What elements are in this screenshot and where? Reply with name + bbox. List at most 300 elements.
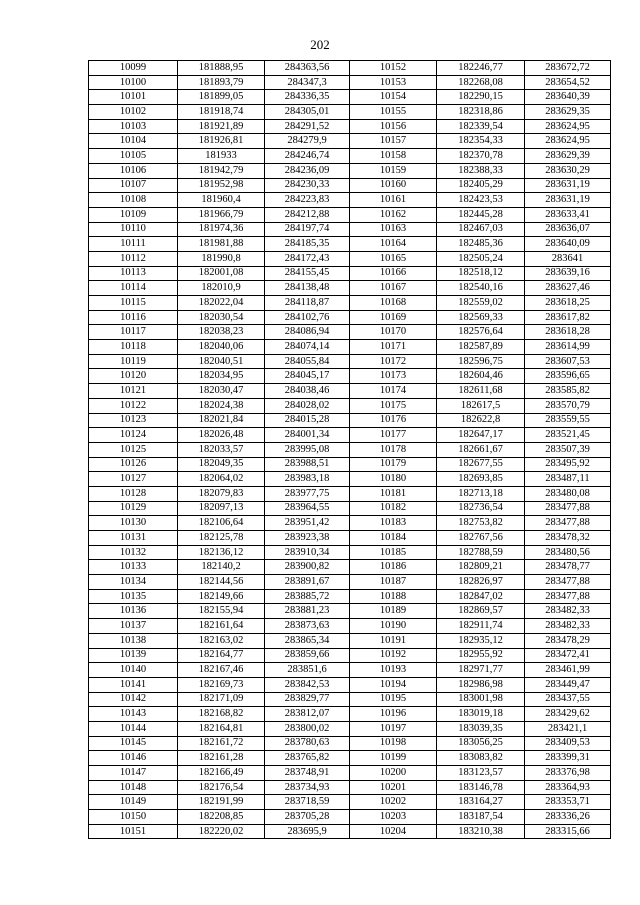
x-coordinate-cell: 182161,28 (178, 751, 265, 766)
y-coordinate-cell: 283654,52 (525, 75, 611, 90)
point-number-cell: 10139 (89, 648, 178, 663)
y-coordinate-cell: 283800,02 (265, 721, 350, 736)
table-row (89, 486, 611, 501)
x-coordinate-cell: 182604,46 (437, 369, 525, 384)
y-coordinate-cell: 283859,66 (265, 648, 350, 663)
y-coordinate-cell: 283618,28 (525, 325, 611, 340)
point-number-cell: 10131 (89, 531, 178, 546)
x-coordinate-cell: 182622,8 (437, 413, 525, 428)
point-number-cell: 10110 (89, 222, 178, 237)
y-coordinate-cell: 283421,1 (525, 721, 611, 736)
y-coordinate-cell: 283607,53 (525, 354, 611, 369)
x-coordinate-cell: 182161,72 (178, 736, 265, 751)
point-number-cell: 10174 (350, 384, 437, 399)
point-number-cell: 10178 (350, 442, 437, 457)
x-coordinate-cell: 181899,05 (178, 90, 265, 105)
x-coordinate-cell: 182030,47 (178, 384, 265, 399)
point-number-cell: 10164 (350, 237, 437, 252)
y-coordinate-cell: 284086,94 (265, 325, 350, 340)
point-number-cell: 10199 (350, 751, 437, 766)
table-row (89, 178, 611, 193)
x-coordinate-cell: 181966,79 (178, 207, 265, 222)
table-row (89, 119, 611, 134)
y-coordinate-cell: 283765,82 (265, 751, 350, 766)
point-number-cell: 10153 (350, 75, 437, 90)
point-number-cell: 10125 (89, 442, 178, 457)
x-coordinate-cell: 182971,77 (437, 663, 525, 678)
table-row (89, 663, 611, 678)
table-row (89, 413, 611, 428)
x-coordinate-cell: 183187,54 (437, 810, 525, 825)
x-coordinate-cell: 183039,35 (437, 721, 525, 736)
point-number-cell: 10133 (89, 560, 178, 575)
y-coordinate-cell: 284138,48 (265, 281, 350, 296)
x-coordinate-cell: 182166,49 (178, 766, 265, 781)
y-coordinate-cell: 284118,87 (265, 296, 350, 311)
point-number-cell: 10170 (350, 325, 437, 340)
point-number-cell: 10184 (350, 531, 437, 546)
table-row (89, 428, 611, 443)
point-number-cell: 10142 (89, 692, 178, 707)
y-coordinate-cell: 283507,39 (525, 442, 611, 457)
y-coordinate-cell: 283629,39 (525, 149, 611, 164)
point-number-cell: 10195 (350, 692, 437, 707)
x-coordinate-cell: 183019,18 (437, 707, 525, 722)
y-coordinate-cell: 283482,33 (525, 604, 611, 619)
y-coordinate-cell: 284246,74 (265, 149, 350, 164)
y-coordinate-cell: 283639,16 (525, 266, 611, 281)
x-coordinate-cell: 182097,13 (178, 501, 265, 516)
table-row (89, 251, 611, 266)
point-number-cell: 10158 (350, 149, 437, 164)
y-coordinate-cell: 283780,63 (265, 736, 350, 751)
y-coordinate-cell: 284038,46 (265, 384, 350, 399)
point-number-cell: 10155 (350, 105, 437, 120)
x-coordinate-cell: 183001,98 (437, 692, 525, 707)
y-coordinate-cell: 284074,14 (265, 340, 350, 355)
point-number-cell: 10111 (89, 237, 178, 252)
table-row (89, 575, 611, 590)
y-coordinate-cell: 283353,71 (525, 795, 611, 810)
y-coordinate-cell: 284223,83 (265, 193, 350, 208)
point-number-cell: 10113 (89, 266, 178, 281)
y-coordinate-cell: 283376,98 (525, 766, 611, 781)
y-coordinate-cell: 283900,82 (265, 560, 350, 575)
y-coordinate-cell: 283480,08 (525, 486, 611, 501)
x-coordinate-cell: 182268,08 (437, 75, 525, 90)
y-coordinate-cell: 283364,93 (525, 780, 611, 795)
x-coordinate-cell: 182001,08 (178, 266, 265, 281)
point-number-cell: 10181 (350, 486, 437, 501)
x-coordinate-cell: 182388,33 (437, 163, 525, 178)
point-number-cell: 10146 (89, 751, 178, 766)
point-number-cell: 10104 (89, 134, 178, 149)
point-number-cell: 10102 (89, 105, 178, 120)
table-row (89, 780, 611, 795)
point-number-cell: 10182 (350, 501, 437, 516)
table-row (89, 501, 611, 516)
x-coordinate-cell: 182540,16 (437, 281, 525, 296)
point-number-cell: 10120 (89, 369, 178, 384)
x-coordinate-cell: 182163,02 (178, 633, 265, 648)
point-number-cell: 10165 (350, 251, 437, 266)
y-coordinate-cell: 283521,45 (525, 428, 611, 443)
x-coordinate-cell: 182370,78 (437, 149, 525, 164)
y-coordinate-cell: 283449,47 (525, 677, 611, 692)
y-coordinate-cell: 283437,55 (525, 692, 611, 707)
x-coordinate-cell: 182164,81 (178, 721, 265, 736)
table-row (89, 207, 611, 222)
point-number-cell: 10175 (350, 398, 437, 413)
table-row (89, 398, 611, 413)
point-number-cell: 10138 (89, 633, 178, 648)
x-coordinate-cell: 182405,29 (437, 178, 525, 193)
x-coordinate-cell: 182220,02 (178, 824, 265, 839)
y-coordinate-cell: 283842,53 (265, 677, 350, 692)
coordinates-table (88, 60, 611, 839)
x-coordinate-cell: 181960,4 (178, 193, 265, 208)
x-coordinate-cell: 182022,04 (178, 296, 265, 311)
x-coordinate-cell: 182164,77 (178, 648, 265, 663)
point-number-cell: 10127 (89, 472, 178, 487)
table-row (89, 824, 611, 839)
y-coordinate-cell: 283630,29 (525, 163, 611, 178)
point-number-cell: 10121 (89, 384, 178, 399)
x-coordinate-cell: 182955,92 (437, 648, 525, 663)
y-coordinate-cell: 283585,82 (525, 384, 611, 399)
y-coordinate-cell: 283865,34 (265, 633, 350, 648)
x-coordinate-cell: 182518,12 (437, 266, 525, 281)
table-row (89, 619, 611, 634)
x-coordinate-cell: 182064,02 (178, 472, 265, 487)
point-number-cell: 10151 (89, 824, 178, 839)
x-coordinate-cell: 183146,78 (437, 780, 525, 795)
x-coordinate-cell: 182024,38 (178, 398, 265, 413)
point-number-cell: 10132 (89, 545, 178, 560)
point-number-cell: 10162 (350, 207, 437, 222)
x-coordinate-cell: 182040,51 (178, 354, 265, 369)
y-coordinate-cell: 283734,93 (265, 780, 350, 795)
point-number-cell: 10172 (350, 354, 437, 369)
point-number-cell: 10136 (89, 604, 178, 619)
y-coordinate-cell: 283629,35 (525, 105, 611, 120)
y-coordinate-cell: 283977,75 (265, 486, 350, 501)
point-number-cell: 10176 (350, 413, 437, 428)
point-number-cell: 10204 (350, 824, 437, 839)
x-coordinate-cell: 182788,59 (437, 545, 525, 560)
point-number-cell: 10189 (350, 604, 437, 619)
point-number-cell: 10134 (89, 575, 178, 590)
y-coordinate-cell: 284155,45 (265, 266, 350, 281)
y-coordinate-cell: 283478,29 (525, 633, 611, 648)
x-coordinate-cell: 182587,89 (437, 340, 525, 355)
x-coordinate-cell: 182318,86 (437, 105, 525, 120)
table-row (89, 75, 611, 90)
point-number-cell: 10103 (89, 119, 178, 134)
x-coordinate-cell: 182030,54 (178, 310, 265, 325)
y-coordinate-cell: 283624,95 (525, 134, 611, 149)
table-row (89, 222, 611, 237)
table-row (89, 810, 611, 825)
x-coordinate-cell: 182125,78 (178, 531, 265, 546)
table-row (89, 193, 611, 208)
x-coordinate-cell: 182869,57 (437, 604, 525, 619)
x-coordinate-cell: 182911,74 (437, 619, 525, 634)
point-number-cell: 10160 (350, 178, 437, 193)
x-coordinate-cell: 182169,73 (178, 677, 265, 692)
point-number-cell: 10108 (89, 193, 178, 208)
y-coordinate-cell: 283315,66 (525, 824, 611, 839)
y-coordinate-cell: 283631,19 (525, 193, 611, 208)
y-coordinate-cell: 284015,28 (265, 413, 350, 428)
point-number-cell: 10143 (89, 707, 178, 722)
x-coordinate-cell: 182847,02 (437, 589, 525, 604)
x-coordinate-cell: 183083,82 (437, 751, 525, 766)
table-row (89, 61, 611, 76)
point-number-cell: 10147 (89, 766, 178, 781)
table-row (89, 296, 611, 311)
point-number-cell: 10117 (89, 325, 178, 340)
table-row (89, 281, 611, 296)
table-row (89, 589, 611, 604)
y-coordinate-cell: 283477,88 (525, 516, 611, 531)
point-number-cell: 10150 (89, 810, 178, 825)
y-coordinate-cell: 283873,63 (265, 619, 350, 634)
point-number-cell: 10186 (350, 560, 437, 575)
table-row (89, 633, 611, 648)
coordinates-table-body (89, 61, 611, 839)
table-row (89, 266, 611, 281)
point-number-cell: 10163 (350, 222, 437, 237)
page-number: 202 (310, 37, 330, 52)
y-coordinate-cell: 283718,59 (265, 795, 350, 810)
y-coordinate-cell: 283570,79 (525, 398, 611, 413)
y-coordinate-cell: 283885,72 (265, 589, 350, 604)
y-coordinate-cell: 283461,99 (525, 663, 611, 678)
point-number-cell: 10126 (89, 457, 178, 472)
x-coordinate-cell: 182505,24 (437, 251, 525, 266)
y-coordinate-cell: 283988,51 (265, 457, 350, 472)
x-coordinate-cell: 182826,97 (437, 575, 525, 590)
y-coordinate-cell: 284236,09 (265, 163, 350, 178)
point-number-cell: 10192 (350, 648, 437, 663)
point-number-cell: 10141 (89, 677, 178, 692)
point-number-cell: 10101 (89, 90, 178, 105)
x-coordinate-cell: 181918,74 (178, 105, 265, 120)
point-number-cell: 10105 (89, 149, 178, 164)
x-coordinate-cell: 182559,02 (437, 296, 525, 311)
point-number-cell: 10179 (350, 457, 437, 472)
y-coordinate-cell: 283477,88 (525, 501, 611, 516)
table-row (89, 134, 611, 149)
x-coordinate-cell: 182576,64 (437, 325, 525, 340)
y-coordinate-cell: 284347,3 (265, 75, 350, 90)
x-coordinate-cell: 182647,17 (437, 428, 525, 443)
y-coordinate-cell: 284279,9 (265, 134, 350, 149)
point-number-cell: 10177 (350, 428, 437, 443)
point-number-cell: 10171 (350, 340, 437, 355)
y-coordinate-cell: 284212,88 (265, 207, 350, 222)
x-coordinate-cell: 181921,89 (178, 119, 265, 134)
x-coordinate-cell: 182339,54 (437, 119, 525, 134)
y-coordinate-cell: 283812,07 (265, 707, 350, 722)
y-coordinate-cell: 283627,46 (525, 281, 611, 296)
table-row (89, 736, 611, 751)
y-coordinate-cell: 283640,09 (525, 237, 611, 252)
y-coordinate-cell: 284045,17 (265, 369, 350, 384)
x-coordinate-cell: 182736,54 (437, 501, 525, 516)
y-coordinate-cell: 283596,65 (525, 369, 611, 384)
y-coordinate-cell: 283640,39 (525, 90, 611, 105)
y-coordinate-cell: 283829,77 (265, 692, 350, 707)
point-number-cell: 10183 (350, 516, 437, 531)
y-coordinate-cell: 284291,52 (265, 119, 350, 134)
table-row (89, 766, 611, 781)
x-coordinate-cell: 182445,28 (437, 207, 525, 222)
x-coordinate-cell: 182026,48 (178, 428, 265, 443)
table-row (89, 648, 611, 663)
x-coordinate-cell: 182168,82 (178, 707, 265, 722)
point-number-cell: 10109 (89, 207, 178, 222)
table-row (89, 310, 611, 325)
point-number-cell: 10154 (350, 90, 437, 105)
y-coordinate-cell: 283477,88 (525, 575, 611, 590)
point-number-cell: 10200 (350, 766, 437, 781)
point-number-cell: 10161 (350, 193, 437, 208)
table-row (89, 472, 611, 487)
y-coordinate-cell: 284001,34 (265, 428, 350, 443)
point-number-cell: 10201 (350, 780, 437, 795)
table-row (89, 354, 611, 369)
x-coordinate-cell: 182040,06 (178, 340, 265, 355)
y-coordinate-cell: 284055,84 (265, 354, 350, 369)
y-coordinate-cell: 283748,91 (265, 766, 350, 781)
point-number-cell: 10202 (350, 795, 437, 810)
point-number-cell: 10203 (350, 810, 437, 825)
point-number-cell: 10196 (350, 707, 437, 722)
x-coordinate-cell: 182049,35 (178, 457, 265, 472)
table-row (89, 442, 611, 457)
y-coordinate-cell: 284336,35 (265, 90, 350, 105)
point-number-cell: 10167 (350, 281, 437, 296)
x-coordinate-cell: 183123,57 (437, 766, 525, 781)
y-coordinate-cell: 283995,08 (265, 442, 350, 457)
y-coordinate-cell: 283851,6 (265, 663, 350, 678)
x-coordinate-cell: 182038,23 (178, 325, 265, 340)
x-coordinate-cell: 182467,03 (437, 222, 525, 237)
point-number-cell: 10193 (350, 663, 437, 678)
y-coordinate-cell: 283617,82 (525, 310, 611, 325)
y-coordinate-cell: 283672,72 (525, 61, 611, 76)
y-coordinate-cell: 283881,23 (265, 604, 350, 619)
y-coordinate-cell: 284028,02 (265, 398, 350, 413)
x-coordinate-cell: 182986,98 (437, 677, 525, 692)
y-coordinate-cell: 283559,55 (525, 413, 611, 428)
point-number-cell: 10166 (350, 266, 437, 281)
table-row (89, 90, 611, 105)
point-number-cell: 10124 (89, 428, 178, 443)
x-coordinate-cell: 183056,25 (437, 736, 525, 751)
y-coordinate-cell: 283477,88 (525, 589, 611, 604)
y-coordinate-cell: 283633,41 (525, 207, 611, 222)
y-coordinate-cell: 283478,32 (525, 531, 611, 546)
x-coordinate-cell: 181933 (178, 149, 265, 164)
point-number-cell: 10152 (350, 61, 437, 76)
point-number-cell: 10122 (89, 398, 178, 413)
x-coordinate-cell: 182144,56 (178, 575, 265, 590)
table-row (89, 163, 611, 178)
y-coordinate-cell: 283618,25 (525, 296, 611, 311)
x-coordinate-cell: 182753,82 (437, 516, 525, 531)
point-number-cell: 10128 (89, 486, 178, 501)
y-coordinate-cell: 283705,28 (265, 810, 350, 825)
table-row (89, 516, 611, 531)
x-coordinate-cell: 181942,79 (178, 163, 265, 178)
x-coordinate-cell: 182569,33 (437, 310, 525, 325)
y-coordinate-cell: 283336,26 (525, 810, 611, 825)
x-coordinate-cell: 182176,54 (178, 780, 265, 795)
table-row (89, 692, 611, 707)
y-coordinate-cell: 284197,74 (265, 222, 350, 237)
point-number-cell: 10191 (350, 633, 437, 648)
y-coordinate-cell: 283409,53 (525, 736, 611, 751)
x-coordinate-cell: 181990,8 (178, 251, 265, 266)
point-number-cell: 10119 (89, 354, 178, 369)
x-coordinate-cell: 182033,57 (178, 442, 265, 457)
x-coordinate-cell: 182167,46 (178, 663, 265, 678)
x-coordinate-cell: 182246,77 (437, 61, 525, 76)
table-row (89, 237, 611, 252)
x-coordinate-cell: 181974,36 (178, 222, 265, 237)
x-coordinate-cell: 181952,98 (178, 178, 265, 193)
point-number-cell: 10197 (350, 721, 437, 736)
y-coordinate-cell: 283429,62 (525, 707, 611, 722)
y-coordinate-cell: 283891,67 (265, 575, 350, 590)
point-number-cell: 10194 (350, 677, 437, 692)
table-row (89, 531, 611, 546)
point-number-cell: 10135 (89, 589, 178, 604)
x-coordinate-cell: 182171,09 (178, 692, 265, 707)
y-coordinate-cell: 283641 (525, 251, 611, 266)
table-row (89, 369, 611, 384)
y-coordinate-cell: 283964,55 (265, 501, 350, 516)
table-row (89, 721, 611, 736)
y-coordinate-cell: 283482,33 (525, 619, 611, 634)
y-coordinate-cell: 283480,56 (525, 545, 611, 560)
x-coordinate-cell: 182191,99 (178, 795, 265, 810)
point-number-cell: 10118 (89, 340, 178, 355)
y-coordinate-cell: 283983,18 (265, 472, 350, 487)
point-number-cell: 10159 (350, 163, 437, 178)
table-row (89, 677, 611, 692)
y-coordinate-cell: 283495,92 (525, 457, 611, 472)
point-number-cell: 10148 (89, 780, 178, 795)
table-row (89, 340, 611, 355)
point-number-cell: 10112 (89, 251, 178, 266)
y-coordinate-cell: 284230,33 (265, 178, 350, 193)
x-coordinate-cell: 182485,36 (437, 237, 525, 252)
y-coordinate-cell: 283636,07 (525, 222, 611, 237)
point-number-cell: 10144 (89, 721, 178, 736)
table-row (89, 457, 611, 472)
x-coordinate-cell: 182611,68 (437, 384, 525, 399)
table-row (89, 325, 611, 340)
x-coordinate-cell: 182423,53 (437, 193, 525, 208)
point-number-cell: 10115 (89, 296, 178, 311)
x-coordinate-cell: 182021,84 (178, 413, 265, 428)
point-number-cell: 10168 (350, 296, 437, 311)
x-coordinate-cell: 181888,95 (178, 61, 265, 76)
